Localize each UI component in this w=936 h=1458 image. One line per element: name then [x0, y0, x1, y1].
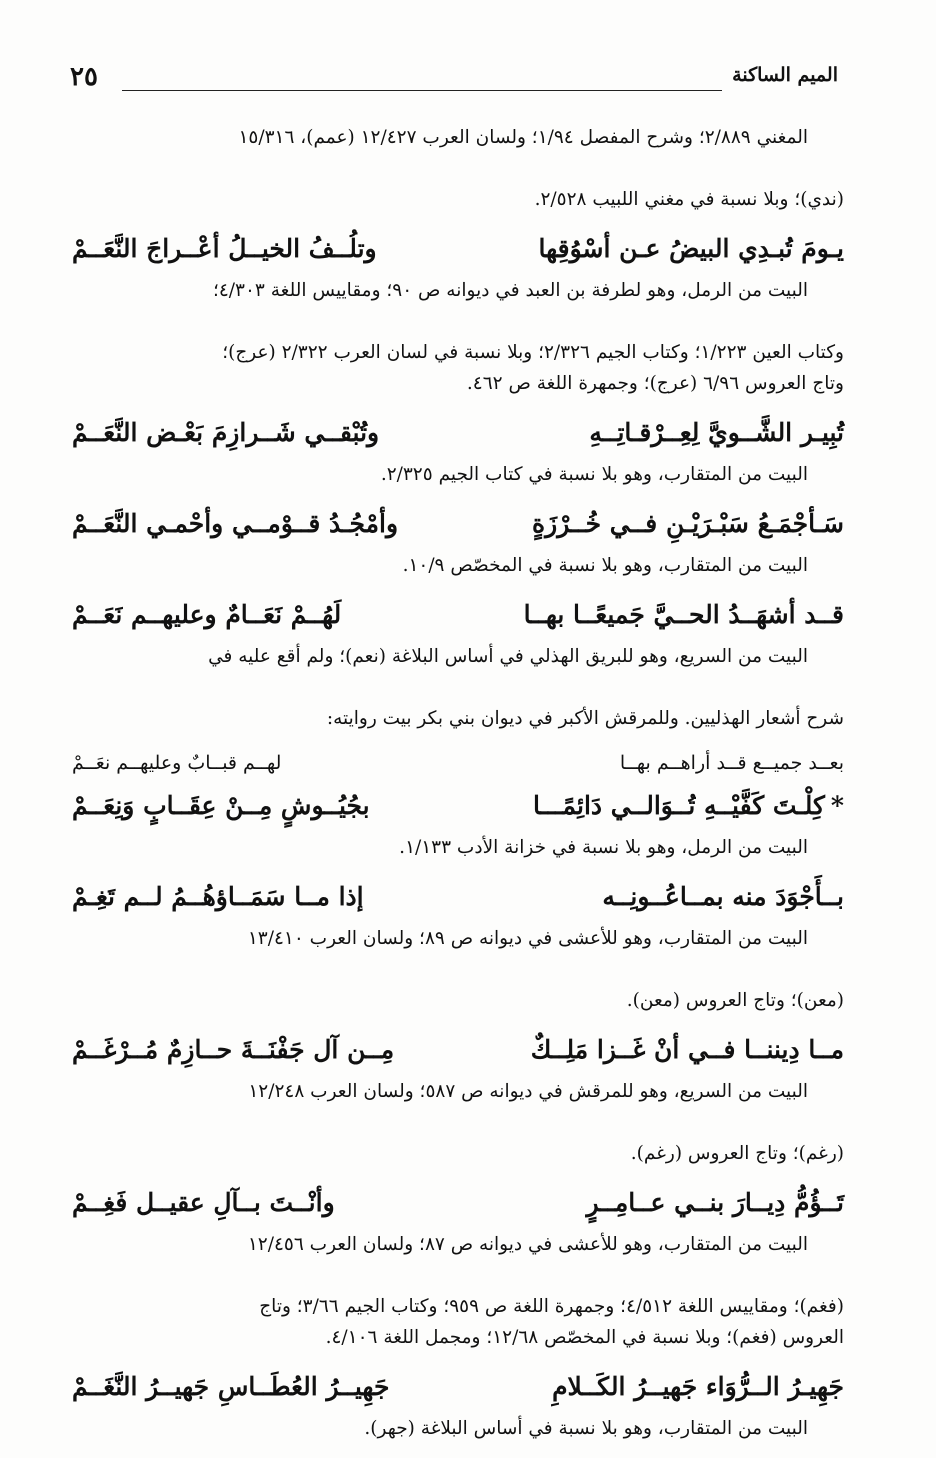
footnote-line: (ندي)؛ وبلا نسبة في مغني اللبيب ٢/٥٢٨. — [534, 189, 844, 210]
footnote-line: البيت من المتقارب، وهو للأعشى في ديوانه ص ٨٧؛ ولسان العرب ١٢/٤٥٦ — [247, 1234, 808, 1255]
footnote-line: البيت من السريع، وهو للبريق الهذلي في أساس البلاغة (نعم)؛ ولم أقع عليه في — [208, 646, 808, 667]
footnote — [72, 275, 844, 399]
verse-second-hemistich: جَهِيــرُ العُطَــاسِ جَهيــرُ النَّغَــمْ — [72, 1372, 390, 1401]
verse-first-hemistich — [539, 229, 844, 269]
page-header — [70, 62, 838, 96]
verse-star-marker: * — [830, 791, 844, 820]
verse-second-hemistich: لهــم قبــابٌ وعليهــم نعَــمْ — [72, 752, 282, 774]
page-body — [72, 122, 844, 1458]
verse-first-text: سَـأجْمَـعُ سَبْـرَيْـنِ فــي خُــرْزَةٍ — [532, 509, 844, 538]
footnote-line: المغني ٢/٨٨٩؛ وشرح المفصل ١/٩٤؛ ولسان العرب ١٢/٤٢٧ (عمم)، ١٥/٣١٦ — [238, 127, 808, 148]
footnote-line: العروس (فغم)؛ وبلا نسبة في المخصّص ١٢/٦٨؛ ومجمل اللغة ٤/١٠٦. — [325, 1327, 844, 1348]
verse-first-text: قــد أشهَــدُ الحــيَّ جَميعًــا بهــا — [523, 600, 844, 629]
verse-first-hemistich — [533, 786, 844, 826]
footnote-line: (فغم)؛ ومقاييس اللغة ٤/٥١٢؛ وجمهرة اللغة ص ٩٥٩؛ وكتاب الجيم ٣/٦٦؛ وتاج — [259, 1296, 844, 1317]
verse-second-hemistich: لَهُــمْ نَعَــامٌ وعليهــم نَعَــمْ — [72, 600, 342, 629]
footnote — [72, 1076, 844, 1169]
verse-second-hemistich: وأنْــتَ بــآلِ عقيــل فَغِــمْ — [72, 1188, 335, 1217]
footnote-line: (معن)؛ وتاج العروس (معن). — [626, 990, 844, 1011]
verse-first-hemistich — [586, 1183, 844, 1223]
footnote — [72, 832, 844, 863]
verse — [72, 413, 844, 453]
verse-first-text: بعــد جميــع قــد أراهــم بهــا — [619, 752, 844, 774]
verse-first-hemistich — [602, 877, 844, 917]
footnote-line: (رغم)؛ وتاج العروس (رغم). — [630, 1143, 844, 1164]
verse-first-text: تَــؤُمُّ دِيــارَ بنــي عــامِــرٍ — [586, 1188, 844, 1217]
verse-first-text: جَهِيـرُ الــرُّوَاء جَهيــرُ الكَــلامِ — [552, 1372, 844, 1401]
running-title: الميم الساكنة — [732, 64, 838, 86]
verse — [72, 504, 844, 544]
verse-first-hemistich — [620, 748, 844, 778]
verse — [72, 1030, 844, 1070]
verse-first-text: كِلْـتَ كَفَّيْــهِ تُــوَالــي دَائِمًـــا — [532, 791, 825, 820]
verse-second-hemistich: وتلُــفُ الخيــلُ أعْــراجَ النَّعَــمْ — [72, 234, 377, 263]
verse — [72, 1183, 844, 1223]
footnote-line: شرح أشعار الهذليين. وللمرقش الأكبر في ديوان بني بكر بيت روايته: — [326, 708, 844, 729]
verse-second-hemistich: مِــن آل جَفْنَــةَ حــازِمٌ مُــرْغَــمْ — [72, 1035, 395, 1064]
footnote — [72, 459, 844, 490]
verse — [72, 786, 844, 826]
verse-first-hemistich — [531, 1030, 844, 1070]
verse — [72, 877, 844, 917]
verse — [72, 595, 844, 635]
footnote-line: وتاج العروس ٦/٩٦ (عرج)؛ وجمهرة اللغة ص ٤٦٢. — [466, 373, 844, 394]
verse — [72, 229, 844, 269]
footnote-line: البيت من المتقارب، وهو بلا نسبة في أساس البلاغة (جهر). — [364, 1418, 808, 1439]
verse-first-hemistich — [552, 1367, 844, 1407]
footnote — [72, 122, 844, 215]
verse-first-text: مــا دِيننــا فــي أنْ غَــزا مَلِــكٌ — [530, 1035, 844, 1064]
footnote — [72, 1413, 844, 1444]
footnote — [72, 641, 844, 734]
verse-second-hemistich: وتُبْقــي شَــرازِمَ بَعْـض النَّعَــمْ — [72, 418, 380, 447]
verse-first-text: يـومَ تُبـدِي البيضُ عـن أسْوُقِها — [538, 234, 844, 263]
verse-second-hemistich: بجُيُــوشٍ مِــنْ عِقَــابٍ وَنِعَــمْ — [72, 791, 370, 820]
footnote-line: البيت من المتقارب، وهو بلا نسبة في كتاب الجيم ٢/٣٢٥. — [380, 464, 808, 485]
verse-second-hemistich: وأمْجُـدُ قــوْمــي وأحْمـي النَّعَــمْ — [72, 509, 399, 538]
verse-second-hemistich: إذا مــا سَمَــاؤهُــمُ لــم تَغِـمْ — [72, 882, 364, 911]
verse-first-text: تُبِيـر الشَّــويَّ لِعِــرْقـاتِــهِ — [589, 418, 844, 447]
page-number: ٢٥ — [70, 62, 98, 92]
verse — [72, 1367, 844, 1407]
footnote-line: البيت من المتقارب، وهو بلا نسبة في المخصّص ١٠/٩. — [402, 555, 808, 576]
footnote — [72, 1229, 844, 1353]
verse — [72, 748, 844, 778]
verse-first-hemistich — [524, 595, 844, 635]
footnote-line: البيت من السريع، وهو للمرقش في ديوانه ص ٥٨٧؛ ولسان العرب ١٢/٢٤٨ — [248, 1081, 808, 1102]
footnote-line: البيت من الرمل، وهو لطرفة بن العبد في ديوانه ص ٩٠؛ ومقاييس اللغة ٤/٣٠٣؛ — [212, 280, 808, 301]
verse-first-hemistich — [589, 413, 844, 453]
footnote-line: البيت من الرمل، وهو بلا نسبة في خزانة الأدب ١/١٣٣. — [399, 837, 808, 858]
verse-first-text: بــأَجْوَدَ منه بمــاعُــونِــه — [602, 882, 844, 911]
footnote — [72, 550, 844, 581]
footnote-line: وكتاب العين ١/٢٢٣؛ وكتاب الجيم ٢/٣٢٦؛ وبلا نسبة في لسان العرب ٢/٣٢٢ (عرج)؛ — [222, 342, 844, 363]
header-rule — [122, 90, 722, 91]
footnote — [72, 923, 844, 1016]
footnote-line: البيت من المتقارب، وهو للأعشى في ديوانه ص ٨٩؛ ولسان العرب ١٣/٤١٠ — [247, 928, 808, 949]
verse-first-hemistich — [532, 504, 844, 544]
